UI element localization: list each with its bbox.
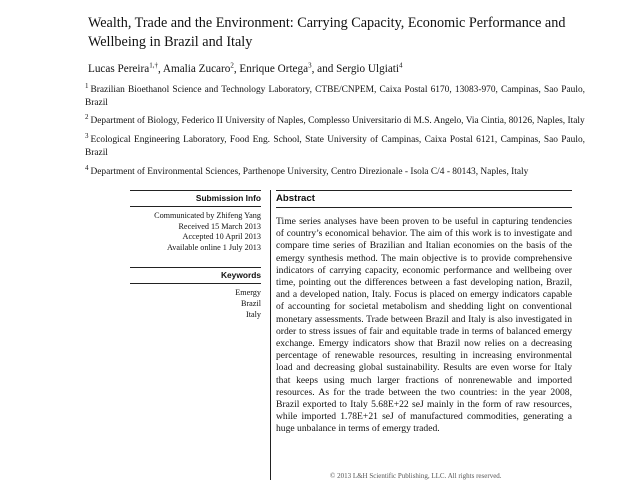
keyword-item: Italy [245,309,261,319]
author-name: Sergio Ulgiati [336,63,399,75]
paper-title: Wealth, Trade and the Environment: Carrying Capacity, Economic Performance and Wellbeing in Brazil and Italy [88,15,566,50]
author-affiliation-mark: 3 [308,61,312,70]
keywords-heading: Keywords [130,267,261,284]
affiliation-item [85,111,585,128]
author-name: Amalia Zucaro [162,63,231,75]
affiliation-number: 3 [85,132,89,141]
keywords-block [130,267,261,320]
affiliation-item [85,162,585,179]
keyword-item: Emergy [235,288,261,298]
submission-info-body [130,207,261,253]
affiliation-list [85,80,585,181]
affiliation-number: 1 [85,82,89,90]
author-affiliation-mark: 2 [230,61,234,70]
affiliation-item [85,80,585,109]
submission-info-heading: Submission Info [130,190,261,207]
author-list: Lucas Pereira$^{1,\dagger}$, Amalia Zucaro$^2$, Enrique Ortega$^3$, and Sergio Ulgiati$^4$ [88,61,403,75]
author-name: Lucas Pereira [88,63,150,75]
affiliation-number: 2 [85,113,89,122]
author-name: Enrique Ortega [239,63,309,75]
abstract-text: Time series analyses have been proven to be useful in capturing tendencies of country’s economical behavior. The aim of this work is to investigate and compare time series of Brazilian and Italian economies on the basis of the emergy synthesis method. The main objective is to provide comprehensive indicators of carrying capacity, economic performance and wellbeing over time, pointing out the differences between a fast developing nation, Brazil, and a developed nation, Italy. Focus is placed on emergy indicators capable of accounting for societal metabolism and shedding light on conventional monetary assessments. Trade between Brazil and Italy is also investigated in order to stress issues of fair and equitable trade in terms of balanced emergy exchange. Emergy indicators show that Brazil now relies on a decreasing percentage of renewable resources, resulting in increasing environmental load and decreasing global sustainability. Results are even worse for Italy that keeps using much larger fractions of nonrenewable and imported resources. As for the trade between the two countries: in the year 2008, Brazil exported to Italy 5.68E+22 seJ mainly in the form of raw resources, while imported 1.78E+21 seJ of manufactured commodities, generating a huge unbalance in terms of emergy traded. [276,216,572,435]
copyright-notice: © 2013 L&H Scientific Publishing, LLC. All rights reserved. [330,472,502,480]
abstract-heading: Abstract [276,190,572,208]
column-divider [270,190,271,480]
available-date: Available online 1 July 2013 [167,242,261,252]
author-affiliation-mark: 4 [399,61,403,70]
keyword-item: Brazil [240,298,261,308]
affiliation-item [85,130,585,159]
received-date: Received 15 March 2013 [178,221,261,231]
communicated-by: Communicated by Zhifeng Yang [154,211,261,220]
affiliation-number: 4 [85,163,89,172]
affiliation-text: Department of Biology, Federico II University of Naples, Complesso Universitario di M.S. Angelo, Via Cintia, 80126, Naples, Italy [90,116,585,127]
submission-sidebar [130,190,261,320]
affiliation-text: Ecological Engineering Laboratory, Food Eng. School, State University of Campinas, Caixa Postal 6121, Campinas, Sao Paulo, Brazil [85,135,585,158]
author-affiliation-mark: 1,† [149,61,158,70]
accepted-date: Accepted 10 April 2013 [182,232,261,242]
affiliation-text: Brazilian Bioethanol Science and Technology Laboratory, CTBE/CNPEM, Caixa Postal 6170, 13083-970, Campinas, Sao Paulo, Brazil [85,85,585,108]
keywords-list [130,284,261,320]
abstract-section [276,190,572,436]
affiliation-text: Department of Environmental Sciences, Parthenope University, Centro Direzionale - Isola C/4 - 80143, Naples, Italy [90,166,529,177]
